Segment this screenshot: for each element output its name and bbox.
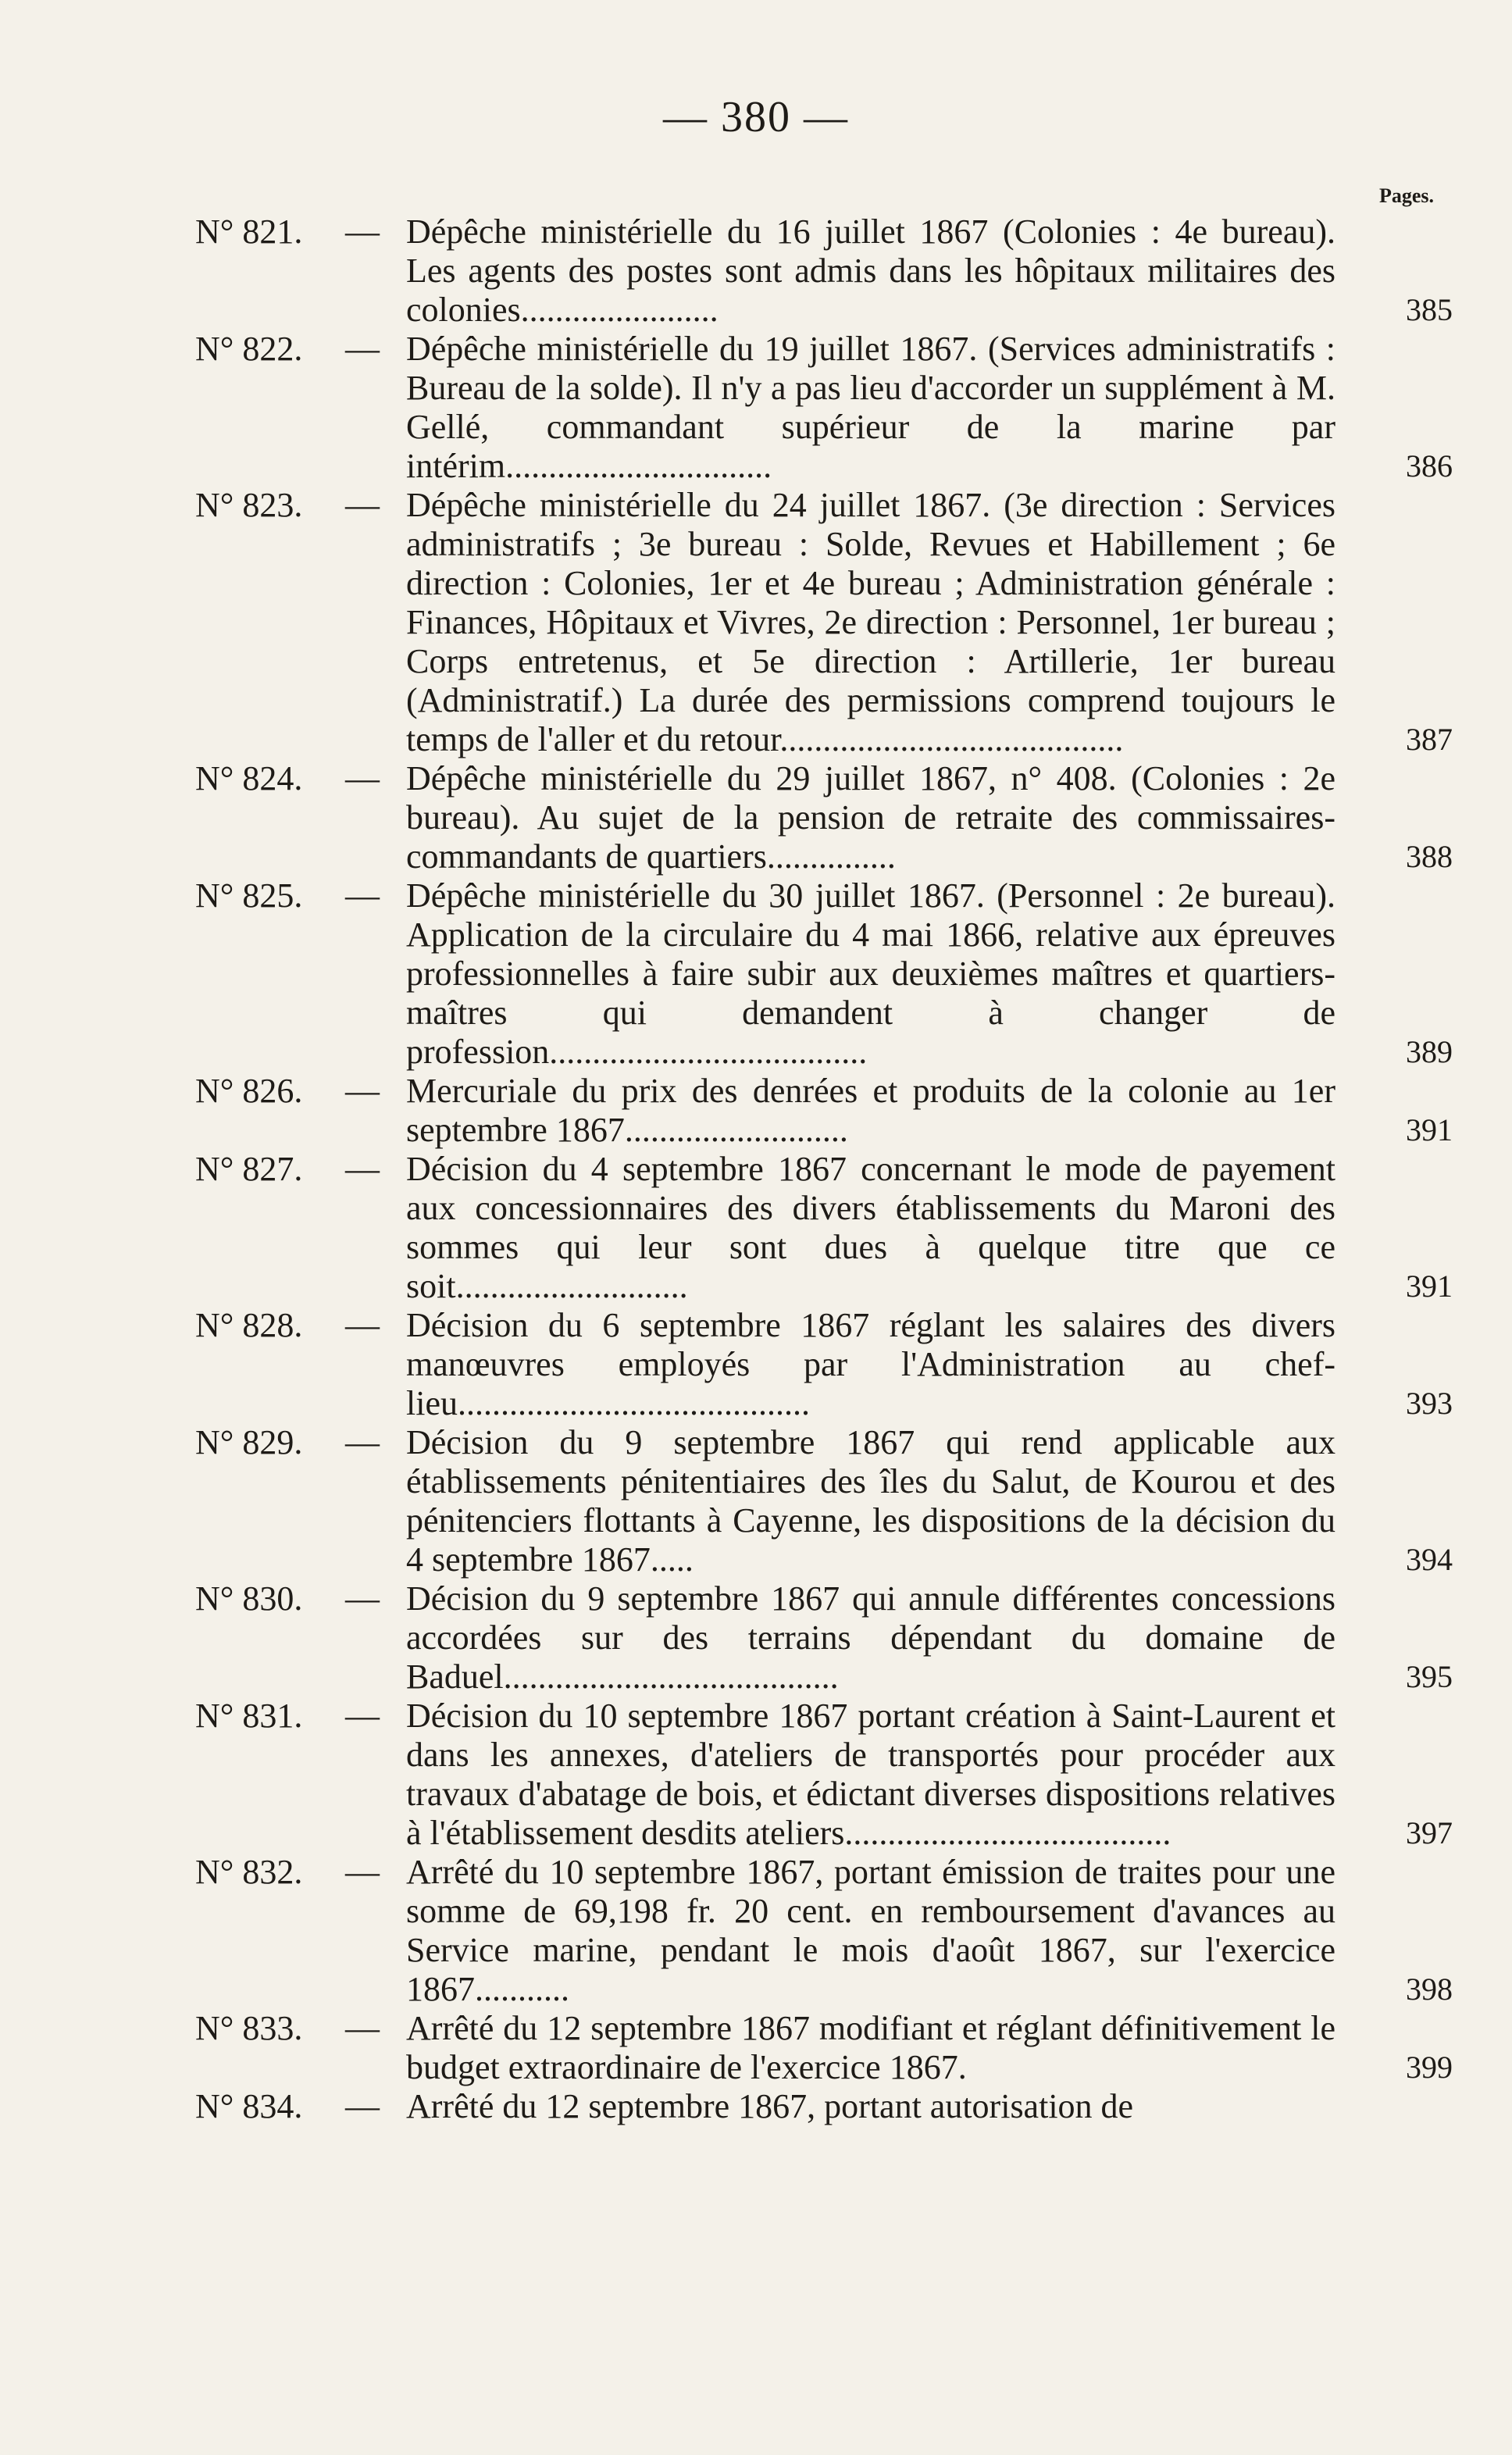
entry-dash: —: [345, 1579, 380, 1618]
entry-page: 399: [1406, 2050, 1453, 2085]
entry-text: Arrêté du 10 septembre 1867, portant émission de traites pour une somme de 69,198 fr. 20 cent. en remboursement d'avances au Service marine, pendant le mois d'août 1867, sur l'exercice 1867...........: [406, 1853, 1335, 2008]
entry-number: N° 828.: [195, 1306, 303, 1344]
entry-text: Décision du 9 septembre 1867 qui rend applicable aux établissements pénitentiaires des îles du Salut, de Kourou et des pénitenciers flottants à Cayenne, les dispositions de la décision du 4 septembre 1867.....: [406, 1423, 1335, 1579]
entry-number: N° 829.: [195, 1423, 303, 1461]
entry-page: 389: [1406, 1034, 1453, 1069]
entry-number: N° 824.: [195, 759, 303, 798]
toc-entry: [195, 1853, 1453, 2009]
entry-dash: —: [345, 1853, 380, 1891]
toc-entry: [195, 1150, 1453, 1306]
toc-entry: [195, 876, 1453, 1072]
page-number: — 380 —: [663, 93, 849, 141]
entry-page: 391: [1406, 1269, 1453, 1304]
entry-page: 394: [1406, 1542, 1453, 1577]
entry-dash: —: [345, 2009, 380, 2047]
toc-entry: [195, 212, 1453, 330]
entry-dash: —: [345, 1697, 380, 1735]
entry-page: 395: [1406, 1659, 1453, 1694]
entry-number: N° 830.: [195, 1579, 303, 1618]
entry-number: N° 827.: [195, 1150, 303, 1188]
toc-entry: [195, 1579, 1453, 1697]
entry-dash: —: [345, 212, 380, 251]
entry-dash: —: [345, 486, 380, 524]
entry-page: 398: [1406, 1971, 1453, 2007]
entry-number: N° 821.: [195, 212, 303, 251]
entry-text: Arrêté du 12 septembre 1867 modifiant et réglant définitivement le budget extraordinaire de l'exercice 1867.: [406, 2009, 1335, 2086]
entry-text: Dépêche ministérielle du 30 juillet 1867. (Personnel : 2e bureau). Application de la circulaire du 4 mai 1866, relative aux épreuves professionnelles à faire subir aux deuxièmes maîtres et quartiers-maîtres qui demandent à changer de profession.....................................: [406, 876, 1335, 1071]
entry-page: 397: [1406, 1815, 1453, 1850]
entry-dash: —: [345, 1150, 380, 1188]
entry-number: N° 822.: [195, 330, 303, 368]
entry-number: N° 826.: [195, 1072, 303, 1110]
entry-dash: —: [345, 1072, 380, 1110]
entry-text: Mercuriale du prix des denrées et produits de la colonie au 1er septembre 1867..........................: [406, 1072, 1335, 1149]
toc-entry: [195, 2087, 1453, 2126]
toc-entry: [195, 1072, 1453, 1150]
entry-text: Décision du 6 septembre 1867 réglant les salaires des divers manœuvres employés par l'Administration au chef-lieu.........................................: [406, 1306, 1335, 1422]
entry-text: Décision du 9 septembre 1867 qui annule différentes concessions accordées sur des terrains dépendant du domaine de Baduel.......................................: [406, 1579, 1335, 1696]
entry-dash: —: [345, 759, 380, 798]
entry-page: 385: [1406, 292, 1453, 327]
toc-entry: [195, 1423, 1453, 1579]
entry-page: 386: [1406, 448, 1453, 484]
toc-entry: [195, 759, 1453, 876]
entry-number: N° 832.: [195, 1853, 303, 1891]
entry-text: Décision du 10 septembre 1867 portant création à Saint-Laurent et dans les annexes, d'ateliers de transportés pour procéder aux travaux d'abatage de bois, et édictant diverses dispositions relatives à l'établissement desdits ateliers......................................: [406, 1697, 1335, 1852]
entry-number: N° 834.: [195, 2087, 303, 2125]
toc-entry: [195, 1306, 1453, 1423]
entry-dash: —: [345, 330, 380, 368]
entry-page: 388: [1406, 839, 1453, 874]
toc-entry: [195, 1697, 1453, 1853]
entry-dash: —: [345, 876, 380, 915]
toc-entry: [195, 330, 1453, 486]
entry-dash: —: [345, 2087, 380, 2125]
entry-text: Décision du 4 septembre 1867 concernant le mode de payement aux concessionnaires des divers établissements du Maroni des sommes qui leur sont dues à quelque titre que ce soit...........................: [406, 1150, 1335, 1305]
entry-dash: —: [345, 1423, 380, 1461]
entry-text: Dépêche ministérielle du 19 juillet 1867. (Services administratifs : Bureau de la solde). Il n'y a pas lieu d'accorder un supplément à M. Gellé, commandant supérieur de la marine par intérim...............................: [406, 330, 1335, 485]
entry-number: N° 833.: [195, 2009, 303, 2047]
entry-text: Dépêche ministérielle du 29 juillet 1867, n° 408. (Colonies : 2e bureau). Au sujet de la pension de retraite des commissaires-commandants de quartiers...............: [406, 759, 1335, 876]
entry-text: Dépêche ministérielle du 24 juillet 1867. (3e direction : Services administratifs ; 3e bureau : Solde, Revues et Habillement ; 6e direction : Colonies, 1er et 4e bureau ; Administration générale : Finances, Hôpitaux et Vivres, 2e direction : Personnel, 1er bureau ; Corps entretenus, et 5e direction : Artillerie, 1er bureau (Administratif.) La durée des permissions comprend toujours le temps de l'aller et du retour........................................: [406, 486, 1335, 758]
pages-column-label: Pages.: [1378, 184, 1434, 207]
table-of-contents: [195, 212, 1453, 2126]
entry-dash: —: [345, 1306, 380, 1344]
entry-page: 391: [1406, 1112, 1453, 1147]
entry-text: Arrêté du 12 septembre 1867, portant autorisation de: [406, 2087, 1134, 2125]
entry-page: 393: [1406, 1386, 1453, 1421]
entry-number: N° 831.: [195, 1697, 303, 1735]
entry-text: Dépêche ministérielle du 16 juillet 1867 (Colonies : 4e bureau). Les agents des postes sont admis dans les hôpitaux militaires des colonies.......................: [406, 212, 1335, 329]
entry-number: N° 823.: [195, 486, 303, 524]
toc-entry: [195, 486, 1453, 759]
toc-entry: [195, 2009, 1453, 2087]
entry-page: 387: [1406, 722, 1453, 757]
entry-number: N° 825.: [195, 876, 303, 915]
